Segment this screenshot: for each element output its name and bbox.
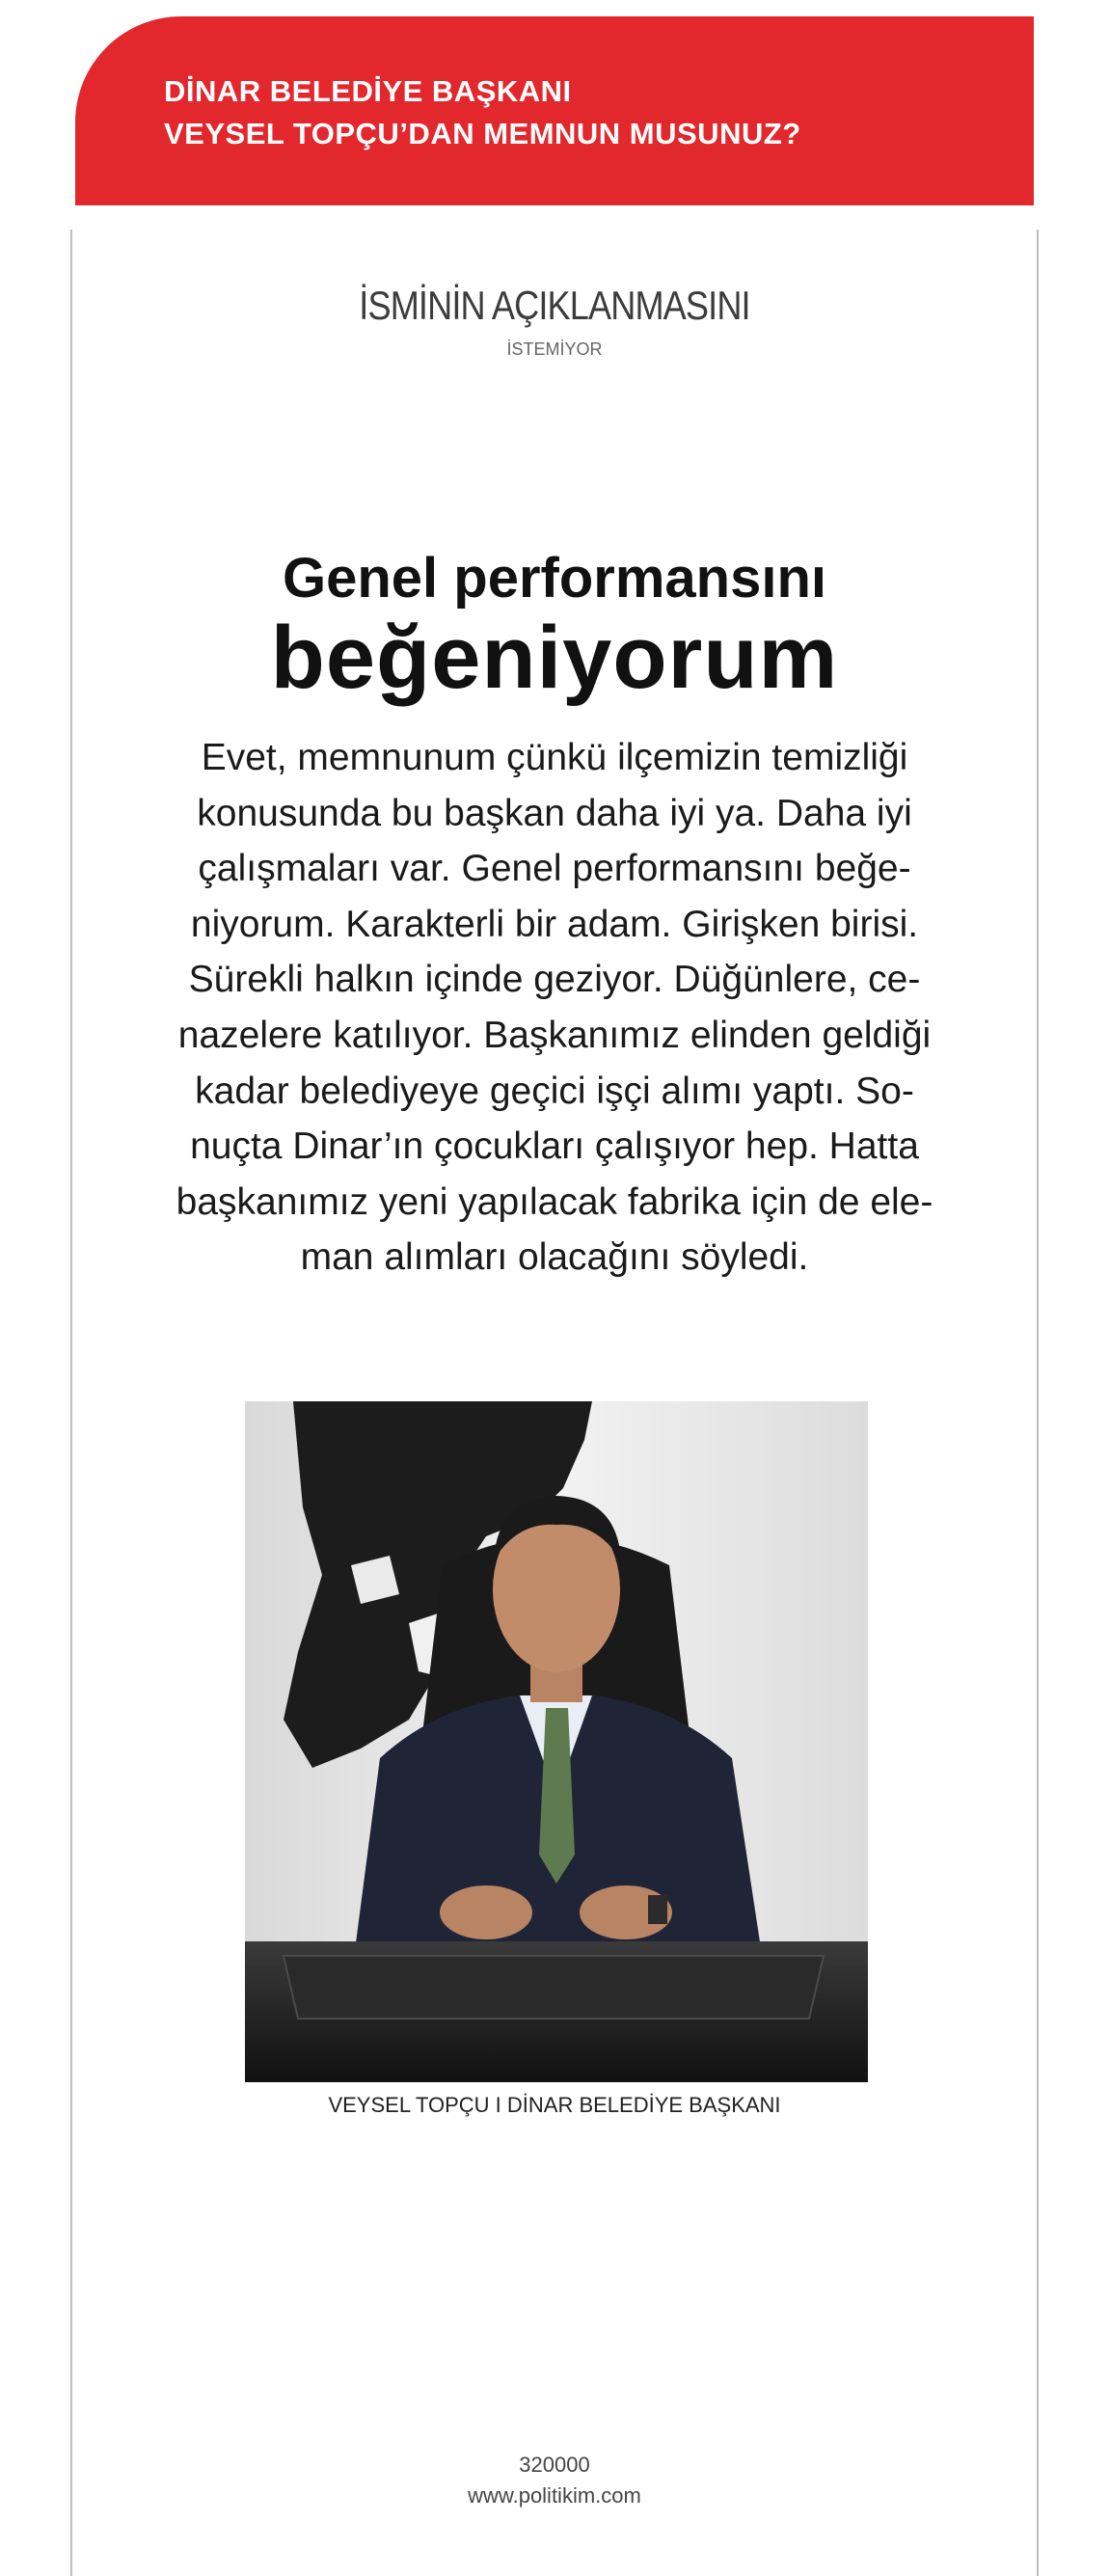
body-line: kadar belediyeye geçici işçi alımı yaptı. So- — [195, 1070, 914, 1112]
header-title-line-1: DİNAR BELEDİYE BAŞKANI — [164, 74, 572, 108]
photo-caption: VEYSEL TOPÇU I DİNAR BELEDİYE BAŞKANI — [328, 2093, 781, 2117]
body-line: Evet, memnunum çünkü ilçemizin temizliği — [201, 737, 908, 778]
body-line: Sürekli halkın içinde geziyor. Düğünlere, ce- — [188, 959, 921, 1001]
footer-number: 320000 — [519, 2453, 590, 2477]
body-line: man alımları olacağını söyledi. — [300, 1236, 809, 1279]
header-banner — [75, 16, 1034, 205]
respondent-subtitle: İSTEMİYOR — [506, 339, 603, 359]
body-line: çalışmaları var. Genel performansını beğe- — [198, 848, 911, 890]
body-line: başkanımız yeni yapılacak fabrika için de ele- — [176, 1180, 933, 1223]
mayor-photo — [245, 1401, 868, 2082]
body-line: nuçta Dinar’ın çocukları çalışıyor hep. Hatta — [190, 1125, 919, 1168]
footer-website[interactable]: www.politikim.com — [468, 2483, 641, 2508]
body-line: nazelere katılıyor. Başkanımız elinden geldiği — [177, 1014, 932, 1056]
headline-line-2: beğeniyorum — [270, 609, 839, 707]
headline-line-1: Genel performansını — [282, 547, 827, 610]
body-line: niyorum. Karakterli bir adam. Girişken birisi. — [190, 903, 919, 945]
body-line: konusunda bu başkan daha iyi ya. Daha iyi — [197, 792, 912, 834]
respondent-name: İSMİNİN AÇIKLANMASINI — [359, 283, 750, 328]
header-title-line-2: VEYSEL TOPÇU’DAN MEMNUN MUSUNUZ? — [164, 117, 801, 150]
article-body — [154, 730, 955, 1286]
